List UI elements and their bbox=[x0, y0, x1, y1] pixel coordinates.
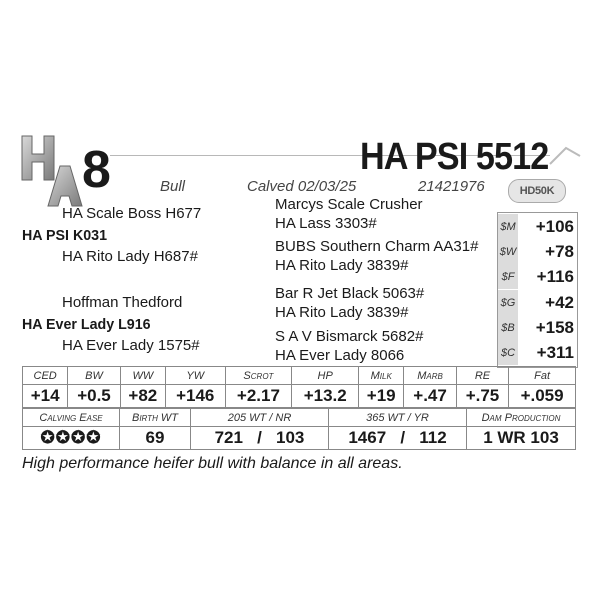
calved-date: Calved 02/03/25 bbox=[247, 178, 357, 195]
index-row bbox=[498, 290, 577, 315]
wt365-header: 365 WT / YR bbox=[329, 409, 467, 427]
birth-wt-header: Birth WT bbox=[120, 409, 191, 427]
epd-value: +.059 bbox=[509, 385, 576, 408]
registration-number: 21421976 bbox=[418, 178, 485, 195]
index-value: +158 bbox=[535, 317, 574, 337]
epd-value: +19 bbox=[359, 385, 404, 408]
pedigree-ancestor: HA Ever Lady 8066 bbox=[275, 347, 405, 364]
epd-header: RE bbox=[456, 367, 508, 385]
index-row bbox=[498, 264, 577, 289]
index-value: +116 bbox=[536, 266, 574, 286]
epd-value: +0.5 bbox=[68, 385, 120, 408]
birth-wt-value: 69 bbox=[120, 427, 191, 450]
index-value: +78 bbox=[545, 241, 574, 261]
ha-logo-icon bbox=[18, 132, 88, 210]
dam: HA Ever Lady L916 bbox=[22, 316, 151, 333]
summary-text: High performance heifer bull with balance in all areas. bbox=[22, 455, 403, 472]
index-box bbox=[497, 212, 578, 368]
epd-header: HP bbox=[292, 367, 359, 385]
wt365-value: 1467 / 112 bbox=[329, 427, 467, 450]
epd-header: Milk bbox=[359, 367, 404, 385]
epd-value: +2.17 bbox=[225, 385, 292, 408]
index-label: $C bbox=[498, 340, 518, 365]
index-label: $W bbox=[498, 239, 518, 264]
lot-number: 8 bbox=[82, 141, 110, 199]
index-value: +42 bbox=[545, 292, 574, 312]
epd-value: +14 bbox=[23, 385, 68, 408]
epd-header: Fat bbox=[509, 367, 576, 385]
index-label: $B bbox=[498, 315, 518, 340]
index-row bbox=[498, 239, 577, 264]
hd50k-badge: HD50K bbox=[508, 179, 566, 203]
dam-dam: HA Ever Lady 1575# bbox=[62, 337, 200, 354]
epd-value: +13.2 bbox=[292, 385, 359, 408]
dam-production-header: Dam Production bbox=[467, 409, 576, 427]
wt205-value: 721 / 103 bbox=[191, 427, 329, 450]
epd-header: Marb bbox=[404, 367, 456, 385]
calving-ease-header: Calving Ease bbox=[23, 409, 120, 427]
animal-type: Bull bbox=[160, 178, 186, 195]
dam-production-value: 1 WR 103 bbox=[467, 427, 576, 450]
epd-header: WW bbox=[120, 367, 165, 385]
animal-name: HA PSI 5512 bbox=[359, 136, 548, 178]
epd-header: BW bbox=[68, 367, 120, 385]
calving-ease-stars: ✪✪✪✪ bbox=[23, 427, 120, 450]
epd-header: CED bbox=[23, 367, 68, 385]
index-label: $G bbox=[498, 290, 518, 315]
pedigree-ancestor: Marcys Scale Crusher bbox=[275, 196, 423, 213]
pedigree-ancestor: S A V Bismarck 5682# bbox=[275, 328, 424, 345]
sire: HA PSI K031 bbox=[22, 227, 108, 244]
epd-header: Scrot bbox=[225, 367, 292, 385]
index-value: +311 bbox=[536, 342, 574, 362]
epd-table bbox=[22, 366, 576, 408]
sire-dam: HA Rito Lady H687# bbox=[62, 248, 198, 265]
index-value: +106 bbox=[535, 216, 574, 236]
epd-value: +82 bbox=[120, 385, 165, 408]
sire-sire: HA Scale Boss H677 bbox=[62, 205, 202, 222]
index-row bbox=[498, 214, 577, 239]
wt205-header: 205 WT / NR bbox=[191, 409, 329, 427]
performance-table bbox=[22, 408, 576, 450]
pedigree-ancestor: BUBS Southern Charm AA31# bbox=[275, 238, 479, 255]
epd-value: +146 bbox=[165, 385, 225, 408]
epd-header: YW bbox=[165, 367, 225, 385]
pedigree-ancestor: Bar R Jet Black 5063# bbox=[275, 285, 425, 302]
index-row bbox=[498, 340, 577, 365]
index-label: $F bbox=[498, 264, 518, 289]
pedigree-ancestor: HA Lass 3303# bbox=[275, 215, 377, 232]
pedigree-ancestor: HA Rito Lady 3839# bbox=[275, 304, 409, 321]
epd-value: +.75 bbox=[456, 385, 508, 408]
dam-sire: Hoffman Thedford bbox=[62, 294, 183, 311]
swoosh-icon bbox=[548, 146, 582, 166]
epd-value: +.47 bbox=[404, 385, 456, 408]
index-row bbox=[498, 315, 577, 340]
index-label: $M bbox=[498, 214, 518, 239]
pedigree-ancestor: HA Rito Lady 3839# bbox=[275, 257, 409, 274]
